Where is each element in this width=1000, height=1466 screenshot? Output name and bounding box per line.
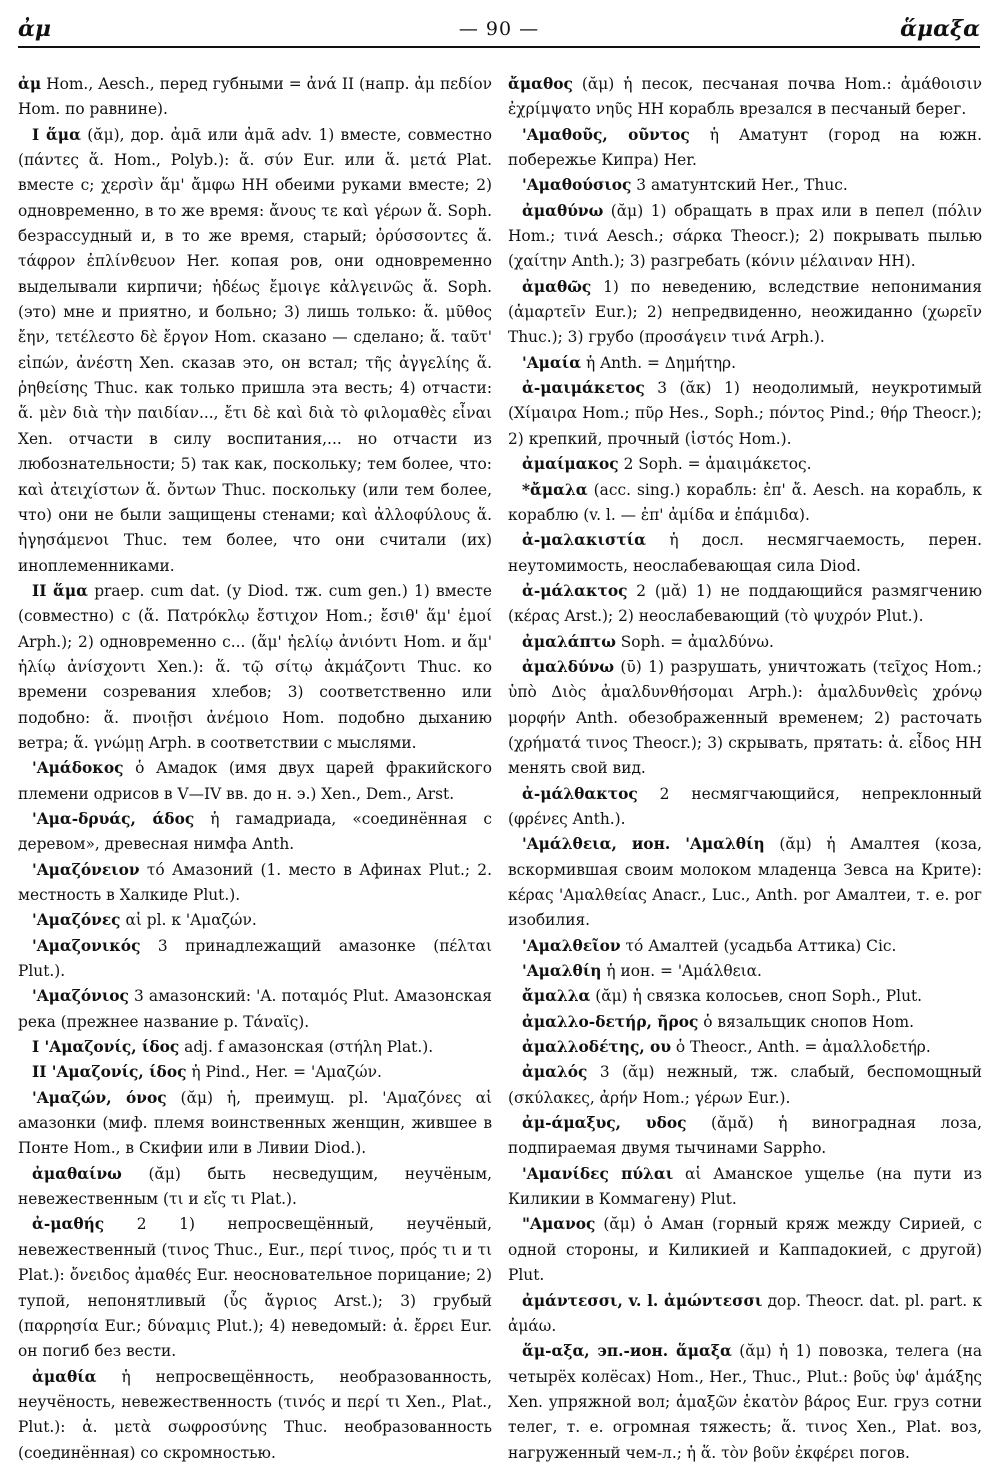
dictionary-entry — [508, 832, 982, 933]
entry-definition: praep. cum dat. (у Diod. тж. cum gen.) 1) вместе (совместно) с (ἅ. Πατρόκλῳ ἔστιχον Hom.; ἔσιθ' ἅμ' ἐμοί Arph.); 2) одновременно с... (ἅμ' ἠελίῳ ἀνιόντι Hom. и ἅμ' ἡλίῳ ἀνίσχοντι Xen.): ἅ. τῷ σίτῳ ἀκμάζοντι Thuc. ко времени созревания хлебов; 3) соответственно или подобно: ἅ. πνοιῇσι ἀνέμοιο Hom. подобно дыханию ветра; ἅ. γνώμῃ Arph. в соответствии с мыслями. — [18, 581, 492, 752]
dictionary-entry — [18, 1060, 492, 1085]
entry-headword: ἀμ — [18, 75, 42, 93]
dictionary-entry — [508, 376, 982, 452]
dictionary-entry — [18, 123, 492, 579]
entry-definition: (ᾰμ), дор. ἀμᾶ или ἀμᾶ adv. 1) вместе, совместно (πάντες ἅ. Hom., Polyb.): ἅ. σύν Eur. или ἅ. μετά Plat. вместе с; χερσὶν ἅμ' ἄμφω НН обеими руками вместе; 2) одновременно, в то же время: ἄνους τε καὶ γέρων ἅ. Soph. безрассудный и, в то же время, старый; ὀρύσσοντες ἅ. τάφρον ἐπλίνθευον Her. копая ров, они одновременно выделывали кирпичи; ἡδέως ἔμοιγε κἀλγεινῶς ἅ. Soph. (это) мне и приятно, и больно; 3) лишь только: ἅ. μῦθος ἔην, τετέλεστο δὲ ἔργον Hom. сказано — сделано; ἅ. ταῦτ' εἰπών, ἀνέστη Xen. сказав это, он встал; τῆς ἀγγελίης ἅ. ῥηθείσης Thuc. как только пришла эта весть; 4) отчасти: ἅ. μὲν διὰ τὴν παιδίαν..., ἔτι δὲ καὶ διὰ τὸ φιλομαθὲς εἶναι Xen. отчасти в силу воспитания,... но отчасти из любознательности; 5) так как, поскольку; тем более, что: καὶ ἀτειχίστων ἅ. ὄντων Thuc. поскольку (или тем более, что) они не были защищены стенами; καὶ ἀλλοφύλους ἅ. ἡγησάμενοι Thuc. тем более, что они считали (их) иноплеменниками. — [18, 125, 492, 575]
entry-definition: (ᾰμ) ἡ, преимущ. pl. 'Αμαζόνες αἱ амазонки (миф. племя воинственных женщин, жившее в Понте Hom., в Скифии или в Ливии Diod.). — [18, 1088, 493, 1158]
entry-definition: (acc. sing.) корабль: ἐπ' ἄ. Aesch. на корабль, к кораблю (v. l. — ἐπ' ἀμίδα и ἐπάμιδα). — [508, 480, 982, 524]
dictionary-entry — [508, 1010, 982, 1035]
right-column — [508, 72, 983, 1462]
dictionary-entry — [508, 528, 982, 579]
dictionary-entry — [18, 908, 492, 933]
entry-headword: 'Αμαζών, όνος — [32, 1088, 167, 1107]
entry-headword: 'Αμαζόνες — [32, 911, 121, 930]
entry-definition: ἡ ион. = 'Αμάλθεια. — [601, 962, 762, 981]
entry-definition: (ᾰμ) ἡ 1) повозка, телега (на четырёх колёсах) Hom., Her., Thuc., Plut.: βοῦς ὑφ' ἁμάξης Xen. упряжной вол; ἁμαξῶν ἑκατὸν βάρος Eur. груз сотни телег, т. е. огромная тяжесть; ἅ. τινος Xen., Plat. воз, нагруженный чем-л.; ἡ ἅ. τὸν βοῦν ἐκφέρει погов. — [508, 1342, 982, 1462]
entry-headword: 'Αμαζονικός — [32, 936, 141, 955]
entry-definition: (ᾰμ) быть несведущим, неучёным, невежественным (τι и εἴς τι Plat.). — [18, 1164, 492, 1209]
entry-definition: дор. Theocr. dat. pl. part. к ἀμάω. — [508, 1291, 983, 1335]
entry-headword: ἀ-μαλακιστία — [522, 531, 646, 550]
entry-definition: ἡ непросвещённость, необразованность, неучёность, невежественность (τινός и περί τι Xen., Plat., Plut.): ἀ. μετὰ σωφροσύνης Thuc. необразованность (соединённая) со скромностью. — [18, 1367, 492, 1462]
entry-headword: 'Αμαζόνιος — [32, 987, 129, 1006]
dictionary-entry — [18, 1086, 492, 1162]
entry-definition: ὁ вязальщик снопов Hom. — [698, 1012, 915, 1031]
entry-definition: ὁ Theocr., Anth. = ἀμαλλοδετήρ. — [671, 1038, 931, 1057]
dictionary-entry — [508, 199, 982, 275]
entry-definition: 2 Soph. = ἀμαιμάκετος. — [618, 455, 812, 474]
entry-definition: 2 1) непросвещённый, неучёный, невежественный (τινος Thuc., Eur., περί τινος, πρός τι и τι Plat.): ὄνειδος ἀμαθές Eur. неосновательное порицание; 2) тупой, непонятливый (ὗς ἄγριος Arst.); 3) грубый (παρρησία Eur.; δύναμις Plut.); 4) неведомый: ἀ. ἔρρει Eur. он погиб без вести. — [18, 1215, 492, 1361]
entry-definition: αἱ Аманское ущелье (на пути из Киликии в Коммагену) Plut. — [508, 1164, 983, 1209]
entry-definition: Hom., Aesch., перед губными = ἀνά II (напр. ἀμ πεδίον Hom. по равнине). — [18, 75, 492, 119]
dictionary-entry — [508, 478, 982, 529]
header-rule — [18, 46, 980, 48]
dictionary-entry — [508, 1162, 982, 1213]
entry-headword: 'Αμανίδες πύλαι — [522, 1164, 674, 1183]
entry-definition: ἡ досл. несмягчаемость, перен. неутомимость, неослабевающая сила Diod. — [508, 531, 982, 575]
entry-definition: (ᾰμᾰ) ἡ виноградная лоза, подпираемая двумя тычинами Sappho. — [508, 1114, 982, 1158]
dictionary-entry — [508, 1212, 982, 1288]
dictionary-entry — [508, 1060, 982, 1111]
entry-definition: (ᾰμ) ἡ Амалтея (коза, вскормившая своим молоком младенца Зевса на Крите): κέρας 'Αμαλθείας Anacr., Luc., Anth. рог Амалтеи, т. е. рог изобилия. — [508, 835, 982, 930]
dictionary-entry — [18, 1162, 492, 1213]
entry-headword: 'Αμάλθεια, ион. 'Αμαλθίη — [522, 835, 765, 854]
dictionary-entry — [18, 934, 492, 985]
entry-headword: "Αμανος — [522, 1215, 596, 1234]
entry-headword: 'Αμαλθεῖον — [522, 936, 621, 955]
dictionary-entry — [508, 1339, 982, 1466]
entry-headword: ἀμ-άμαξυς, υδος — [522, 1114, 687, 1133]
entry-headword: 'Αμάδοκος — [32, 759, 124, 778]
entry-headword: ἀ-μάλακτος — [522, 581, 628, 600]
entry-definition: ὁ Амадок (имя двух царей фракийского племени одрисов в V—IV вв. до н. э.) Xen., Dem., Arst. — [18, 759, 492, 803]
entry-definition: Soph. = ἀμαλδύνω. — [615, 632, 774, 651]
entry-definition: τό Амалтей (усадьба Аттика) Cic. — [620, 936, 897, 955]
running-head-right: ἅμαξα — [900, 16, 980, 42]
entry-headword: 'Αμαθοῦς, οῦντος — [522, 125, 690, 144]
entry-headword: ἀμάντεσσι, v. l. ἀμώντεσσι — [522, 1291, 763, 1310]
running-head-left: ἀμ — [18, 16, 52, 42]
dictionary-entry — [508, 123, 982, 174]
entry-headword: 'Αμαζόνειον — [32, 860, 140, 879]
page-number: — 90 — — [458, 18, 540, 40]
entry-headword: II 'Αμαζονίς, ίδος — [32, 1063, 187, 1082]
dictionary-entry — [508, 1111, 982, 1162]
entry-headword: ἀμαλάπτω — [522, 632, 616, 651]
dictionary-entry — [18, 1212, 492, 1364]
entry-definition: (ᾰμ) ὁ Аман (горный кряж между Сирией, с одной стороны, и Киликией и Каппадокией, с другой) Plut. — [508, 1215, 982, 1285]
dictionary-entry — [508, 579, 982, 630]
entry-headword: ἀμαθία — [32, 1367, 97, 1386]
dictionary-entry — [18, 1365, 492, 1466]
dictionary-entry — [508, 275, 982, 351]
entry-headword: 'Αμαλθίη — [522, 962, 602, 981]
entry-headword: ἀμαλδύνω — [522, 657, 615, 676]
entry-definition: ἡ гамадриада, «соединённая с деревом», древесная нимфа Anth. — [18, 809, 492, 854]
entry-definition: 3 аматунтский Her., Thuc. — [631, 176, 848, 195]
entry-definition: 2 (μᾰ) 1) не поддающийся размягчению (κέρας Arst.); 2) неослабевающий (τὸ ψυχρόν Plut.). — [508, 581, 982, 626]
page-header — [18, 6, 980, 44]
dictionary-entry — [508, 1289, 982, 1340]
entry-headword: *ἄμαλα — [522, 480, 588, 499]
entry-definition: (ᾰμ) ἡ связка колосьев, сноп Soph., Plut. — [590, 987, 923, 1006]
entry-headword: ἀμαλλο-δετήρ, ῆρος — [522, 1012, 699, 1031]
entry-definition: ἡ Аматунт (город на южн. побережье Кипра) Her. — [508, 125, 982, 170]
dictionary-entry — [508, 72, 982, 123]
entry-headword: ἀμαίμακος — [522, 455, 619, 474]
entry-headword: ἀμαλός — [522, 1063, 588, 1082]
entry-definition: 3 (ᾰμ) нежный, тж. слабый, беспомощный (σκύλακες, ἀρήν Hom.; γέρων Eur.). — [508, 1063, 982, 1107]
entry-definition: (ᾰμ) ἡ песок, песчаная почва Hom.: ἀμάθοισιν ἐχρίμψατο νηῦς НН корабль врезался в песчаный берег. — [508, 75, 982, 119]
dictionary-entry — [508, 782, 982, 833]
dictionary-entry — [18, 858, 492, 909]
dictionary-entry — [18, 807, 492, 858]
entry-headword: 'Αμαθούσιος — [522, 176, 632, 195]
dictionary-entry — [18, 984, 492, 1035]
dictionary-entry — [508, 351, 982, 376]
dictionary-entry — [508, 173, 982, 198]
left-column — [18, 72, 493, 1462]
entry-definition: (ῡ) 1) разрушать, уничтожать (τεῖχος Hom.; ὑπὸ Διὸς ἀμαλδυνθήσομαι Arph.): ἀμαλδυνθεὶς χρόνῳ μορφήν Anth. обезображенный временем; 2) расточать (χρήματά τινος Theocr.); 3) скрывать, прятать: ἀ. εἶδος НН менять свой вид. — [508, 657, 982, 778]
entry-headword: ἀμαλλοδέτης, ου — [522, 1038, 671, 1057]
entry-headword: ἄμαθος — [508, 75, 573, 93]
entry-headword: II ἅμα — [32, 581, 89, 600]
entry-definition: 3 амазонский: 'Α. ποταμός Plut. Амазонская река (прежнее название р. Τάναϊς). — [18, 987, 492, 1031]
dictionary-entry — [18, 1035, 492, 1060]
entry-headword: ἀ-μάλθακτος — [522, 784, 638, 803]
entry-definition: adj. f амазонская (στήλη Plat.). — [179, 1038, 434, 1057]
entry-headword: ἅμ-αξα, эп.-ион. ἅμαξα — [522, 1342, 732, 1361]
dictionary-entry — [18, 72, 492, 123]
entry-headword: ἄμαλλα — [522, 987, 591, 1006]
entry-headword: ἀ-μαιμάκετος — [522, 379, 645, 398]
dictionary-entry — [18, 579, 492, 756]
entry-headword: ἀμαθύνω — [522, 201, 604, 220]
entry-headword: ἀ-μαθής — [32, 1215, 105, 1234]
dictionary-entry — [508, 1035, 982, 1060]
entry-headword: I 'Αμαζονίς, ίδος — [32, 1038, 180, 1057]
entry-definition: αἱ pl. к 'Αμαζών. — [120, 911, 257, 930]
entry-definition: 2 несмягчающийся, непреклонный (φρένες Anth.). — [508, 784, 982, 828]
entry-definition: (ᾰμ) 1) обращать в прах или в пепел (πόλιν Hom.; τινά Aesch.; σάρκα Theocr.); 2) покрывать пылью (χαίτην Anth.); 3) разгребать (κόνιν μέλαιναν НН). — [508, 201, 982, 271]
dictionary-entry — [18, 756, 492, 807]
dictionary-entry — [508, 655, 982, 782]
entry-headword: 'Αμα-δρυάς, άδος — [32, 809, 195, 828]
dictionary-entry — [508, 934, 982, 959]
entry-definition: ἡ Pind., Her. = 'Αμαζών. — [186, 1063, 382, 1082]
dictionary-entry — [508, 959, 982, 984]
entry-headword: ἀμαθῶς — [522, 277, 592, 296]
entry-headword: 'Αμαία — [522, 353, 582, 372]
entry-definition: 3 (ᾰκ) 1) неодолимый, неукротимый (Χίμαιρα Hom.; πῦρ Hes., Soph.; πόντος Pind.; θήρ Theocr.); 2) крепкий, прочный (ἱστός Hom.). — [508, 379, 982, 448]
entry-headword: ἀμαθαίνω — [32, 1164, 122, 1183]
dictionary-entry — [508, 984, 982, 1009]
entry-definition: 1) по неведению, вследствие непонимания (ἁμαρτεῖν Eur.); 2) непредвиденно, неожиданно (χωρεῖν Thuc.); 3) грубо (προσάγειν τινά Arph.). — [508, 277, 982, 347]
entry-definition: 3 принадлежащий амазонке (πέλται Plut.). — [18, 936, 492, 981]
entry-headword: I ἅμα — [32, 125, 81, 144]
entry-definition: τό Амазоний (1. место в Афинах Plut.; 2. местность в Халкиде Plut.). — [18, 860, 492, 904]
dictionary-entry — [508, 452, 982, 477]
entry-definition: ἡ Anth. = Δημήτηρ. — [581, 353, 736, 372]
dictionary-entry — [508, 630, 982, 655]
